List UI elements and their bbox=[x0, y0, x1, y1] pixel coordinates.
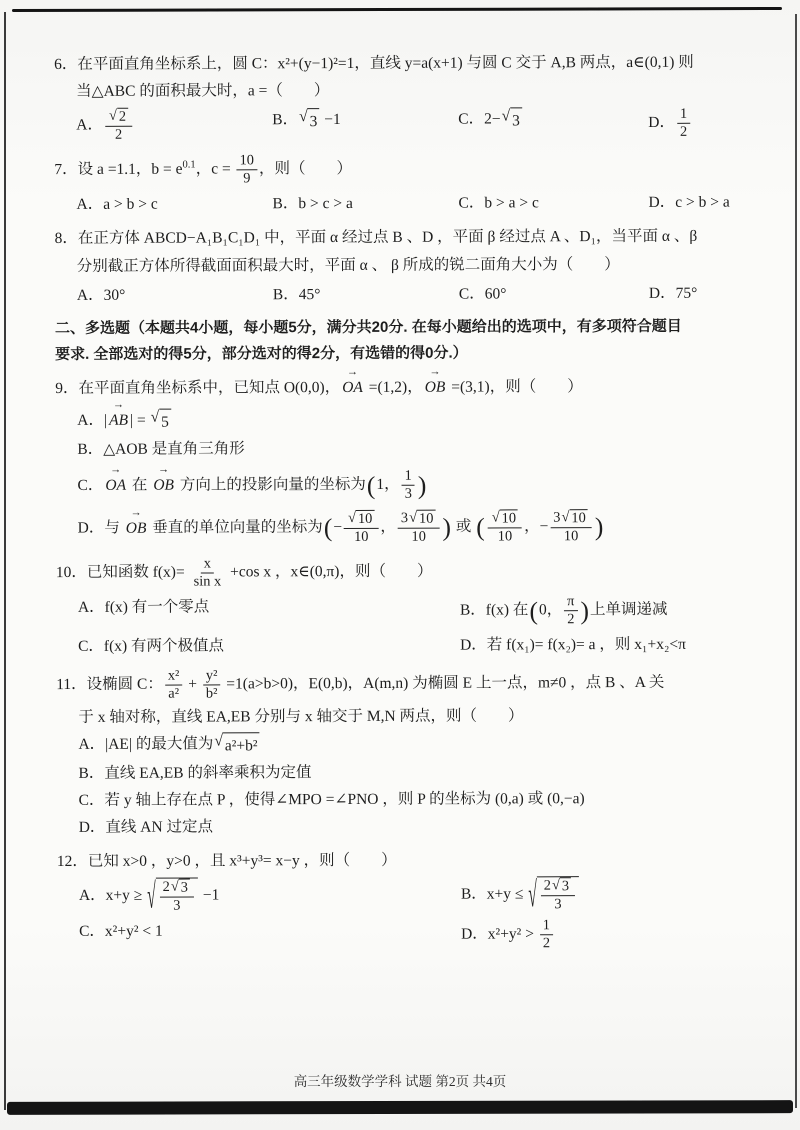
math-radical bbox=[151, 408, 171, 434]
radicand: 10 bbox=[417, 510, 435, 528]
q12-options-row-1 bbox=[57, 876, 767, 916]
math-fraction bbox=[677, 106, 690, 141]
radical-sign-icon: √ bbox=[170, 878, 179, 895]
fraction-numerator bbox=[344, 510, 378, 529]
q10-option-a: A．f(x) 有一个零点 bbox=[77, 598, 210, 617]
math-fraction bbox=[488, 509, 522, 545]
q8-line-1: 8．在正方体 ABCD−A₁B₁C₁D₁ 中，平面 α 经过点 B 、D ，平面 β 经过点 A 、D₁，当平面 α 、β bbox=[54, 228, 698, 248]
big-parenthesis: ) bbox=[442, 512, 452, 542]
math-radical bbox=[299, 108, 319, 134]
q10-option-b: B．f(x) 在(0， $\frac{\pi}{2}$ )上单调递减 bbox=[459, 593, 668, 628]
radical-sign-icon: √ bbox=[150, 408, 160, 426]
q10-line-1: 10．已知函数 f(x)= $\frac{x}{\text{sin x}}$ +cos x ，x∈(0,π)，则（ ） bbox=[55, 555, 433, 590]
vector-body: OA bbox=[342, 379, 363, 397]
big-parenthesis: ) bbox=[594, 512, 604, 542]
math-radical bbox=[409, 510, 435, 528]
vector-body: OB bbox=[153, 476, 175, 494]
fraction-numerator: 1 bbox=[677, 106, 690, 124]
fraction-denominator: 3 bbox=[404, 485, 412, 502]
q6-option-b: B． √ 3 −1 bbox=[272, 107, 458, 144]
q11-line-2: 于 x 轴对称，直线 EA,EB 分别与 x 轴交于 M,N 两点，则（ ） bbox=[78, 707, 524, 727]
q10-options-row-2 bbox=[56, 632, 766, 660]
radicand bbox=[537, 877, 579, 914]
vector-arrow-icon: → bbox=[112, 399, 125, 412]
scan-artifact-bottom bbox=[7, 1100, 793, 1115]
radical-sign-icon: √ bbox=[348, 510, 356, 527]
math-fraction bbox=[564, 593, 577, 628]
math-radical bbox=[528, 877, 579, 914]
q9-option-d: D．与 → OB 垂直的单位向量的坐标为(− √ 10 10 ， 3 √ 10 10 ) 或 ( √ 10 10 ，− 3 √ 10 10 ) bbox=[77, 506, 604, 546]
scan-artifact-right bbox=[795, 14, 797, 1108]
radical-sign-icon: √ bbox=[551, 877, 560, 894]
q12-option-c: C．x²+y² < 1 bbox=[79, 923, 163, 941]
vector-body: OA bbox=[105, 476, 127, 494]
math-fraction bbox=[203, 668, 221, 703]
fraction-denominator: 3 bbox=[554, 896, 562, 913]
q9-option-c: C． → OA 在 → OB 方向上的投影向量的坐标为(1， $\frac{1}{3}$ ) bbox=[77, 463, 427, 502]
radicand: 3 bbox=[510, 107, 522, 133]
fraction-denominator: 2 bbox=[114, 126, 123, 144]
question-6 bbox=[54, 50, 764, 145]
fraction-numerator: 1 bbox=[540, 918, 553, 936]
big-parenthesis: ) bbox=[580, 595, 590, 626]
q7-line-1: 7．设 a =1.1，$b = e^{0.1}$，c = $\frac{10}{9}$ ，则（ ） bbox=[54, 152, 353, 187]
math-fraction bbox=[344, 510, 378, 546]
question-8 bbox=[55, 224, 765, 308]
fraction-numerator: y² bbox=[203, 668, 221, 686]
q8-line-2: 分别截正方体所得截面面积最大时，平面 α 、 β 所成的锐二面角大小为（ ） bbox=[76, 255, 620, 275]
fraction-denominator: 10 bbox=[563, 528, 579, 545]
vector-body: OB bbox=[424, 378, 446, 397]
fraction-denominator: 9 bbox=[243, 170, 251, 187]
radical-sign-icon: √ bbox=[561, 509, 570, 526]
vector-arrow-icon: → bbox=[110, 463, 122, 476]
fraction-denominator: 2 bbox=[542, 935, 551, 952]
math-radical bbox=[214, 732, 259, 758]
fraction-numerator bbox=[105, 108, 132, 127]
q6-option-a: A． √ 2 2 bbox=[76, 107, 272, 144]
q11-option-d: D．直线 AN 过定点 bbox=[78, 818, 214, 837]
big-parenthesis: ( bbox=[366, 470, 376, 500]
question-7 bbox=[54, 151, 764, 218]
fraction-numerator: 2 √ 3 bbox=[160, 879, 194, 898]
q6-option-c: C．2− √ 3 bbox=[458, 106, 648, 143]
fraction-numerator: π bbox=[564, 593, 577, 611]
q6-options bbox=[54, 106, 764, 145]
exam-content bbox=[54, 48, 767, 964]
big-parenthesis: ( bbox=[529, 596, 538, 626]
q6-line-1: 6．在平面直角坐标系上，圆 C：x²+(y−1)²=1，直线 y=a(x+1) 与圆 C 交于 A,B 两点，a∈(0,1) 则 bbox=[54, 53, 694, 73]
math-superscript: 0.1 bbox=[182, 159, 196, 171]
math-fraction bbox=[105, 108, 132, 144]
fraction-denominator: 10 bbox=[497, 528, 513, 545]
math-radical bbox=[552, 878, 571, 896]
math-vector bbox=[342, 366, 363, 400]
math-radical bbox=[109, 108, 128, 126]
radicand bbox=[156, 878, 198, 915]
math-fraction bbox=[191, 556, 225, 591]
fraction-denominator: 10 bbox=[411, 528, 426, 545]
vector-body: AB bbox=[109, 412, 129, 430]
q7-option-c: C．b > a > c bbox=[458, 194, 539, 212]
math-fraction bbox=[160, 879, 194, 915]
q9-option-a: A．| → AB | = √ 5 bbox=[55, 406, 765, 435]
q7-option-b: B．b > c > a bbox=[272, 195, 353, 213]
math-radical bbox=[348, 510, 374, 528]
q9-option-b: B．△AOB 是直角三角形 bbox=[77, 440, 245, 458]
math-radical bbox=[502, 107, 522, 133]
question-10 bbox=[56, 554, 766, 660]
math-fraction bbox=[402, 468, 415, 503]
q11-option-a: A．|AE| 的最大值为 √ a²+b² bbox=[56, 730, 766, 759]
fraction-denominator: b² bbox=[205, 685, 218, 702]
q12-option-a: A．x+y ≥ √ 2 √ 3 3 −1 bbox=[78, 877, 220, 918]
q8-option-a: A．30° bbox=[76, 286, 126, 304]
math-radical bbox=[492, 509, 518, 527]
radicand: a²+b² bbox=[223, 732, 260, 758]
fraction-numerator: x² bbox=[165, 668, 183, 686]
q8-option-b: B．45° bbox=[272, 285, 321, 303]
math-fraction bbox=[540, 918, 553, 953]
q7-option-a: A．a > b > c bbox=[76, 195, 158, 214]
radical-sign-icon: √ bbox=[491, 509, 500, 526]
math-radical bbox=[171, 879, 190, 897]
fraction-numerator: 3 √ 10 bbox=[550, 509, 592, 528]
page-footer: 高三年级数学学科 试题 第2页 共4页 bbox=[293, 1074, 507, 1089]
radicand: 10 bbox=[569, 509, 587, 527]
radical-sign-icon: √ bbox=[528, 876, 537, 916]
radical-sign-icon: √ bbox=[501, 107, 511, 125]
math-vector bbox=[424, 365, 446, 400]
q11-option-b: B．直线 EA,EB 的斜率乘积为定值 bbox=[78, 764, 312, 782]
section-2-header bbox=[55, 314, 765, 367]
q10-option-d: D．若 f(x₁)= f(x₂)= a ，则 x₁+x₂<π bbox=[460, 635, 686, 654]
math-radical bbox=[561, 509, 587, 527]
section-2-header-line-1: 二、多选题（本题共4小题，每小题5分，满分共20分. 在每小题给出的选项中，有多项符合题目 bbox=[54, 317, 682, 337]
math-fraction bbox=[541, 878, 575, 914]
fraction-denominator: 3 bbox=[173, 897, 181, 914]
q8-option-d: D．75° bbox=[648, 284, 698, 302]
question-11 bbox=[56, 666, 767, 840]
vector-arrow-icon: → bbox=[346, 366, 359, 379]
radicand: 5 bbox=[159, 408, 171, 434]
q11-line-1: 11．设椭圆 C： $\frac{\text{x²}}{\text{a²}}$ + $\frac{\text{y²}}{\text{b²}}$ =1(a>b>0)，E(0,b)，A(m,n) 为椭圆 E 上一点，m≠0 ，点 B 、A 关 bbox=[56, 667, 665, 702]
fraction-numerator: x bbox=[201, 556, 214, 574]
radicand: 3 bbox=[560, 878, 571, 896]
fraction-numerator: 3 √ 10 bbox=[398, 510, 440, 529]
vector-body: OB bbox=[125, 519, 147, 537]
math-radical bbox=[147, 877, 198, 918]
fraction-numerator: 1 bbox=[402, 468, 415, 486]
fraction-denominator: 10 bbox=[354, 528, 369, 546]
q9-line-1: 9．在平面直角坐标系中，已知点 O(0,0)， → OA =(1,2)， → OB =(3,1)，则（ ） bbox=[55, 374, 765, 402]
fraction-denominator: 2 bbox=[567, 611, 575, 628]
radicand: 2 bbox=[117, 108, 128, 126]
q7-option-d: D．c > b > a bbox=[648, 193, 730, 212]
q8-options bbox=[55, 280, 765, 308]
vector-arrow-icon: → bbox=[157, 463, 170, 476]
math-vector bbox=[125, 506, 147, 540]
q12-options-row-2 bbox=[57, 917, 767, 955]
fraction-numerator bbox=[488, 509, 522, 528]
q10-options-row-1 bbox=[56, 593, 766, 631]
fraction-denominator: sin x bbox=[193, 573, 222, 590]
fraction-denominator: a² bbox=[168, 685, 180, 702]
question-9 bbox=[55, 365, 766, 547]
radicand: 3 bbox=[179, 879, 190, 897]
section-2-header-line-2: 要求. 全部选对的得5分，部分选对的得2分，有选错的得0分.） bbox=[55, 344, 468, 364]
q11-option-c: C．若 y 轴上存在点 P ，使得∠MPO =∠PNO ，则 P 的坐标为 (0,a) 或 (0,−a) bbox=[78, 790, 585, 809]
math-fraction bbox=[550, 509, 592, 545]
math-fraction bbox=[237, 153, 258, 188]
radical-sign-icon: √ bbox=[409, 509, 418, 526]
radicand: 10 bbox=[356, 510, 374, 528]
radical-sign-icon: √ bbox=[147, 877, 156, 918]
question-12 bbox=[57, 847, 767, 955]
radical-sign-icon: √ bbox=[299, 107, 308, 125]
big-parenthesis: ( bbox=[476, 512, 485, 542]
vector-arrow-icon: → bbox=[130, 506, 142, 519]
q8-option-c: C．60° bbox=[458, 285, 507, 303]
math-vector bbox=[109, 399, 129, 433]
q10-option-c: C．f(x) 有两个极值点 bbox=[78, 637, 225, 656]
math-fraction bbox=[398, 510, 440, 546]
big-parenthesis: ( bbox=[323, 513, 333, 543]
big-parenthesis: ) bbox=[417, 470, 427, 500]
q7-options bbox=[54, 190, 764, 218]
fraction-denominator: 2 bbox=[679, 124, 688, 141]
q12-option-d: D．x²+y² > $\frac{1}{2}$ bbox=[461, 917, 767, 953]
scan-artifact-left bbox=[4, 12, 6, 1110]
q12-option-b: B．x+y ≤ √ 2 √ 3 3 bbox=[461, 876, 767, 914]
radical-sign-icon: √ bbox=[108, 107, 117, 125]
vector-arrow-icon: → bbox=[429, 365, 441, 378]
q12-line-1: 12．已知 x>0 ，y>0 ，且 x³+y³= x−y ，则（ ） bbox=[56, 852, 397, 871]
radical-sign-icon: √ bbox=[214, 732, 223, 750]
math-vector bbox=[153, 463, 175, 498]
radicand: 3 bbox=[308, 108, 320, 134]
fraction-numerator: 2 √ 3 bbox=[541, 878, 575, 897]
math-fraction bbox=[165, 668, 183, 703]
math-vector bbox=[105, 463, 127, 498]
q6-option-d: D． $\frac{1}{2}$ bbox=[648, 106, 764, 142]
fraction-numerator: 10 bbox=[237, 153, 257, 171]
scan-artifact-top bbox=[12, 7, 782, 12]
q6-line-2: 当△ABC 的面积最大时，a =（ ） bbox=[76, 82, 330, 101]
radicand: 10 bbox=[500, 509, 518, 527]
